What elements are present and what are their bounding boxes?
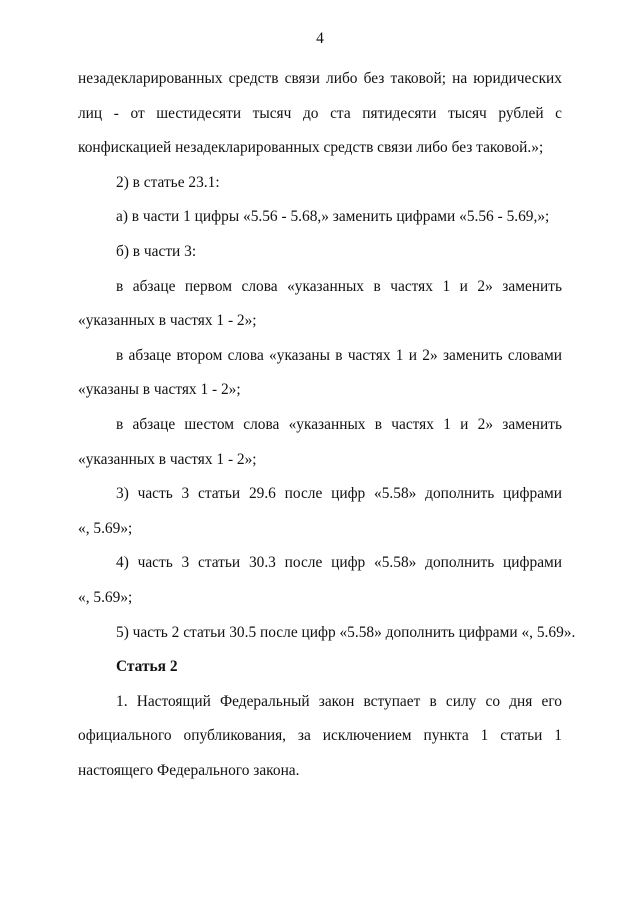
text-line: 5) часть 2 статьи 30.5 после цифр «5.58» дополнить цифрами «, 5.69».	[116, 623, 576, 641]
text-line: «указанных в частях 1 - 2»;	[78, 450, 257, 468]
page-number: 4	[316, 30, 324, 47]
document-body	[78, 62, 576, 788]
text-line: 3) часть 3 статьи 29.6 после цифр «5.58» дополнить цифрами	[116, 485, 562, 503]
text-line: а) в части 1 цифры «5.56 - 5.68,» заменить цифрами «5.56 - 5.69,»;	[116, 208, 550, 226]
text-line: лиц - от шестидесяти тысяч до ста пятидесяти тысяч рублей с	[78, 104, 562, 122]
text-line: в абзаце первом слова «указанных в частях 1 и 2» заменить	[116, 277, 562, 295]
text-line: «, 5.69»;	[78, 519, 133, 537]
text-line: 4) часть 3 статьи 30.3 после цифр «5.58» дополнить цифрами	[116, 554, 562, 572]
section-heading: Статья 2	[116, 658, 178, 676]
text-line: настоящего Федерального закона.	[78, 761, 300, 779]
text-line: конфискацией незадекларированных средств связи либо без таковой.»;	[78, 139, 544, 157]
text-line: «, 5.69»;	[78, 588, 133, 606]
text-line: в абзаце втором слова «указаны в частях 1 и 2» заменить словами	[116, 346, 562, 364]
text-line: «указаны в частях 1 - 2»;	[78, 381, 241, 399]
text-line: 1. Настоящий Федеральный закон вступает в силу со дня его	[116, 692, 562, 710]
text-line: незадекларированных средств связи либо без таковой; на юридических	[78, 70, 562, 87]
text-line: в абзаце шестом слова «указанных в частях 1 и 2» заменить	[116, 415, 562, 433]
text-line: 2) в статье 23.1:	[116, 173, 220, 191]
text-line: официального опубликования, за исключением пункта 1 статьи 1	[78, 727, 562, 745]
text-line: б) в части 3:	[116, 242, 197, 260]
text-line: «указанных в частях 1 - 2»;	[78, 312, 257, 330]
